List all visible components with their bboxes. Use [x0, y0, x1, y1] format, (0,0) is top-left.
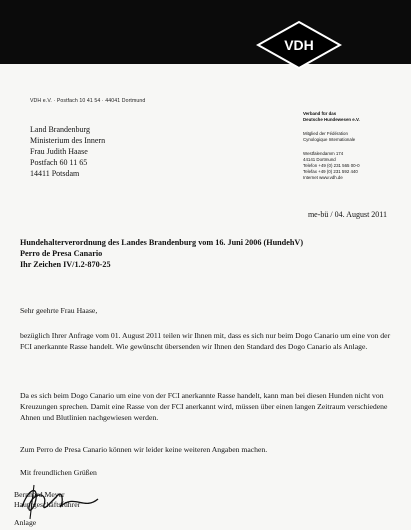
logo-text: VDH [284, 37, 314, 53]
city-address: 44141 Dortmund [303, 157, 336, 162]
org-name [303, 111, 407, 123]
body-paragraph-2: Da es sich beim Dogo Canario um eine von der FCI anerkannte Rasse handelt, kann man bei diesen Hunden nicht von Kreuzungen sprechen. Damit eine Rasse von der FCI anerkannt wird, müssen über einen langen Zeitraum verschiedene Ahnen und Blutlinien nachgewiesen werden. [20, 391, 388, 422]
recipient-line: Ministerium des Innern [30, 136, 106, 145]
subject-line: Ihr Zeichen IV/1.2-870-25 [20, 260, 111, 269]
salutation: Sehr geehrte Frau Haase, [20, 306, 98, 315]
enclosure-note: Anlage [14, 518, 37, 527]
org-name-line: Deutsche Hundewesen e.V. [303, 117, 360, 122]
membership-line: Mitglied der Fédération [303, 131, 348, 136]
recipient-line: Postfach 60 11 65 [30, 158, 88, 167]
sender-return-address: VDH e.V. · Postfach 10 41 54 · 44041 Dortmund [30, 98, 146, 104]
body-paragraph-3: Zum Perro de Presa Canario können wir leider keine weiteren Angaben machen. [20, 445, 268, 454]
signatory-title: Hauptgeschäftsführer [14, 500, 81, 509]
recipient-address [30, 124, 105, 179]
recipient-line: Land Brandenburg [30, 125, 91, 134]
subject-line: Hundehalterverordnung des Landes Brandenburg vom 16. Juni 2006 (HundehV) [20, 238, 304, 247]
recipient-line: 14411 Potsdam [30, 169, 80, 178]
recipient-line: Frau Judith Haase [30, 147, 88, 156]
subject-line: Perro de Presa Canario [20, 249, 103, 258]
body-paragraph-1: bezüglich Ihrer Anfrage vom 01. August 2011 teilen wir Ihnen mit, dass es sich nur beim Dogo Canario um eine von der FCI anerkannte Rasse handelt. Wie gewünscht übersenden wir Ihnen den Standard des Dogo Canario als Anlage. [20, 331, 391, 351]
membership-line: Cynologique Internationale [303, 137, 356, 142]
signatory-name: Bernhard Meyer [14, 490, 65, 499]
contact-details [303, 151, 407, 181]
closing: Mit freundlichen Grüßen [20, 468, 97, 477]
website: Internet www.vdh.de [303, 175, 343, 180]
phone-number: Telefon +49 (0) 231 565 00-0 [303, 163, 360, 168]
signatory [14, 490, 80, 510]
fax-number: Telefax +49 (0) 231 592 440 [303, 169, 358, 174]
vdh-logo [256, 20, 342, 70]
reference-date: me-bü / 04. August 2011 [307, 210, 387, 219]
street-address: Westfalendamm 174 [303, 151, 344, 156]
subject-block [20, 237, 303, 270]
membership-note [303, 131, 407, 143]
header-bar [0, 0, 411, 64]
letterhead-sidebar [303, 111, 407, 189]
org-name-line: Verband für das [303, 111, 337, 116]
